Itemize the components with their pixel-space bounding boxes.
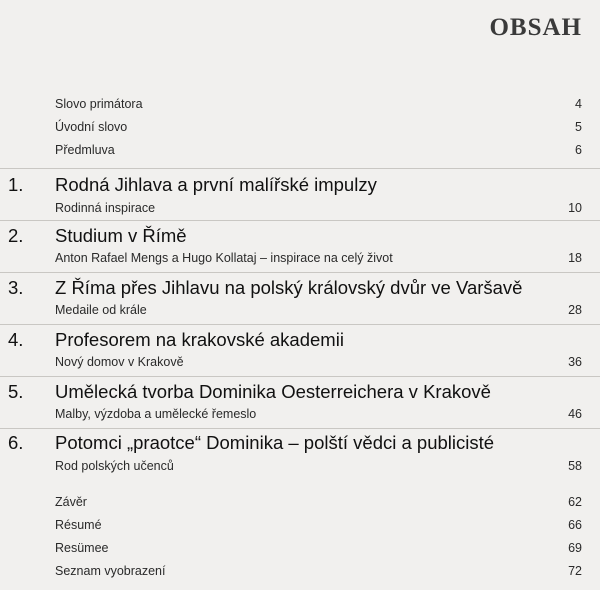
chapter-subtitle: Anton Rafael Mengs a Hugo Kollataj – inspirace na celý život	[55, 251, 393, 265]
entry-label: Úvodní slovo	[55, 120, 128, 134]
entry-label: Résumé	[55, 518, 102, 532]
entry-page: 5	[575, 120, 582, 134]
chapter-number: 1.	[8, 174, 24, 195]
chapter-number: 6.	[8, 432, 24, 453]
chapter-title: Umělecká tvorba Dominika Oesterreichera v Krakově	[55, 381, 491, 402]
chapter-number: 5.	[8, 381, 24, 402]
entry-label: Slovo primátora	[55, 97, 143, 111]
chapter-subtitle: Rod polských učenců	[55, 459, 174, 473]
chapter-title: Z Říma přes Jihlavu na polský královský dvůr ve Varšavě	[55, 277, 523, 298]
chapter-number: 3.	[8, 277, 24, 298]
divider	[0, 324, 600, 325]
divider	[0, 428, 600, 429]
entry-page: 18	[568, 251, 582, 265]
entry-page: 10	[568, 201, 582, 215]
entry-label: Závěr	[55, 495, 87, 509]
entry-page: 72	[568, 564, 582, 578]
entry-page: 66	[568, 518, 582, 532]
chapter-title: Profesorem na krakovské akademii	[55, 329, 344, 350]
entry-page: 58	[568, 459, 582, 473]
page-title: OBSAH	[489, 14, 582, 41]
chapter-subtitle: Rodinná inspirace	[55, 201, 156, 215]
chapter-subtitle: Medaile od krále	[55, 303, 147, 317]
entry-page: 62	[568, 495, 582, 509]
chapter-number: 2.	[8, 225, 24, 246]
entry-page: 28	[568, 303, 582, 317]
entry-label: Předmluva	[55, 143, 115, 157]
entry-page: 36	[568, 355, 582, 369]
chapter-title: Studium v Římě	[55, 225, 187, 246]
chapter-subtitle: Malby, výzdoba a umělecké řemeslo	[55, 407, 257, 421]
entry-page: 46	[568, 407, 582, 421]
entry-page: 69	[568, 541, 582, 555]
entry-label: Resümee	[55, 541, 109, 555]
divider	[0, 376, 600, 377]
chapter-subtitle: Nový domov v Krakově	[55, 355, 184, 369]
entry-label: Seznam vyobrazení	[55, 564, 166, 578]
divider	[0, 272, 600, 273]
divider	[0, 220, 600, 221]
divider	[0, 168, 600, 169]
chapter-title: Potomci „praotce“ Dominika – polští vědci a publicisté	[55, 432, 495, 453]
entry-page: 4	[575, 97, 582, 111]
chapter-number: 4.	[8, 329, 24, 350]
entry-page: 6	[575, 143, 582, 157]
chapter-title: Rodná Jihlava a první malířské impulzy	[55, 174, 377, 195]
